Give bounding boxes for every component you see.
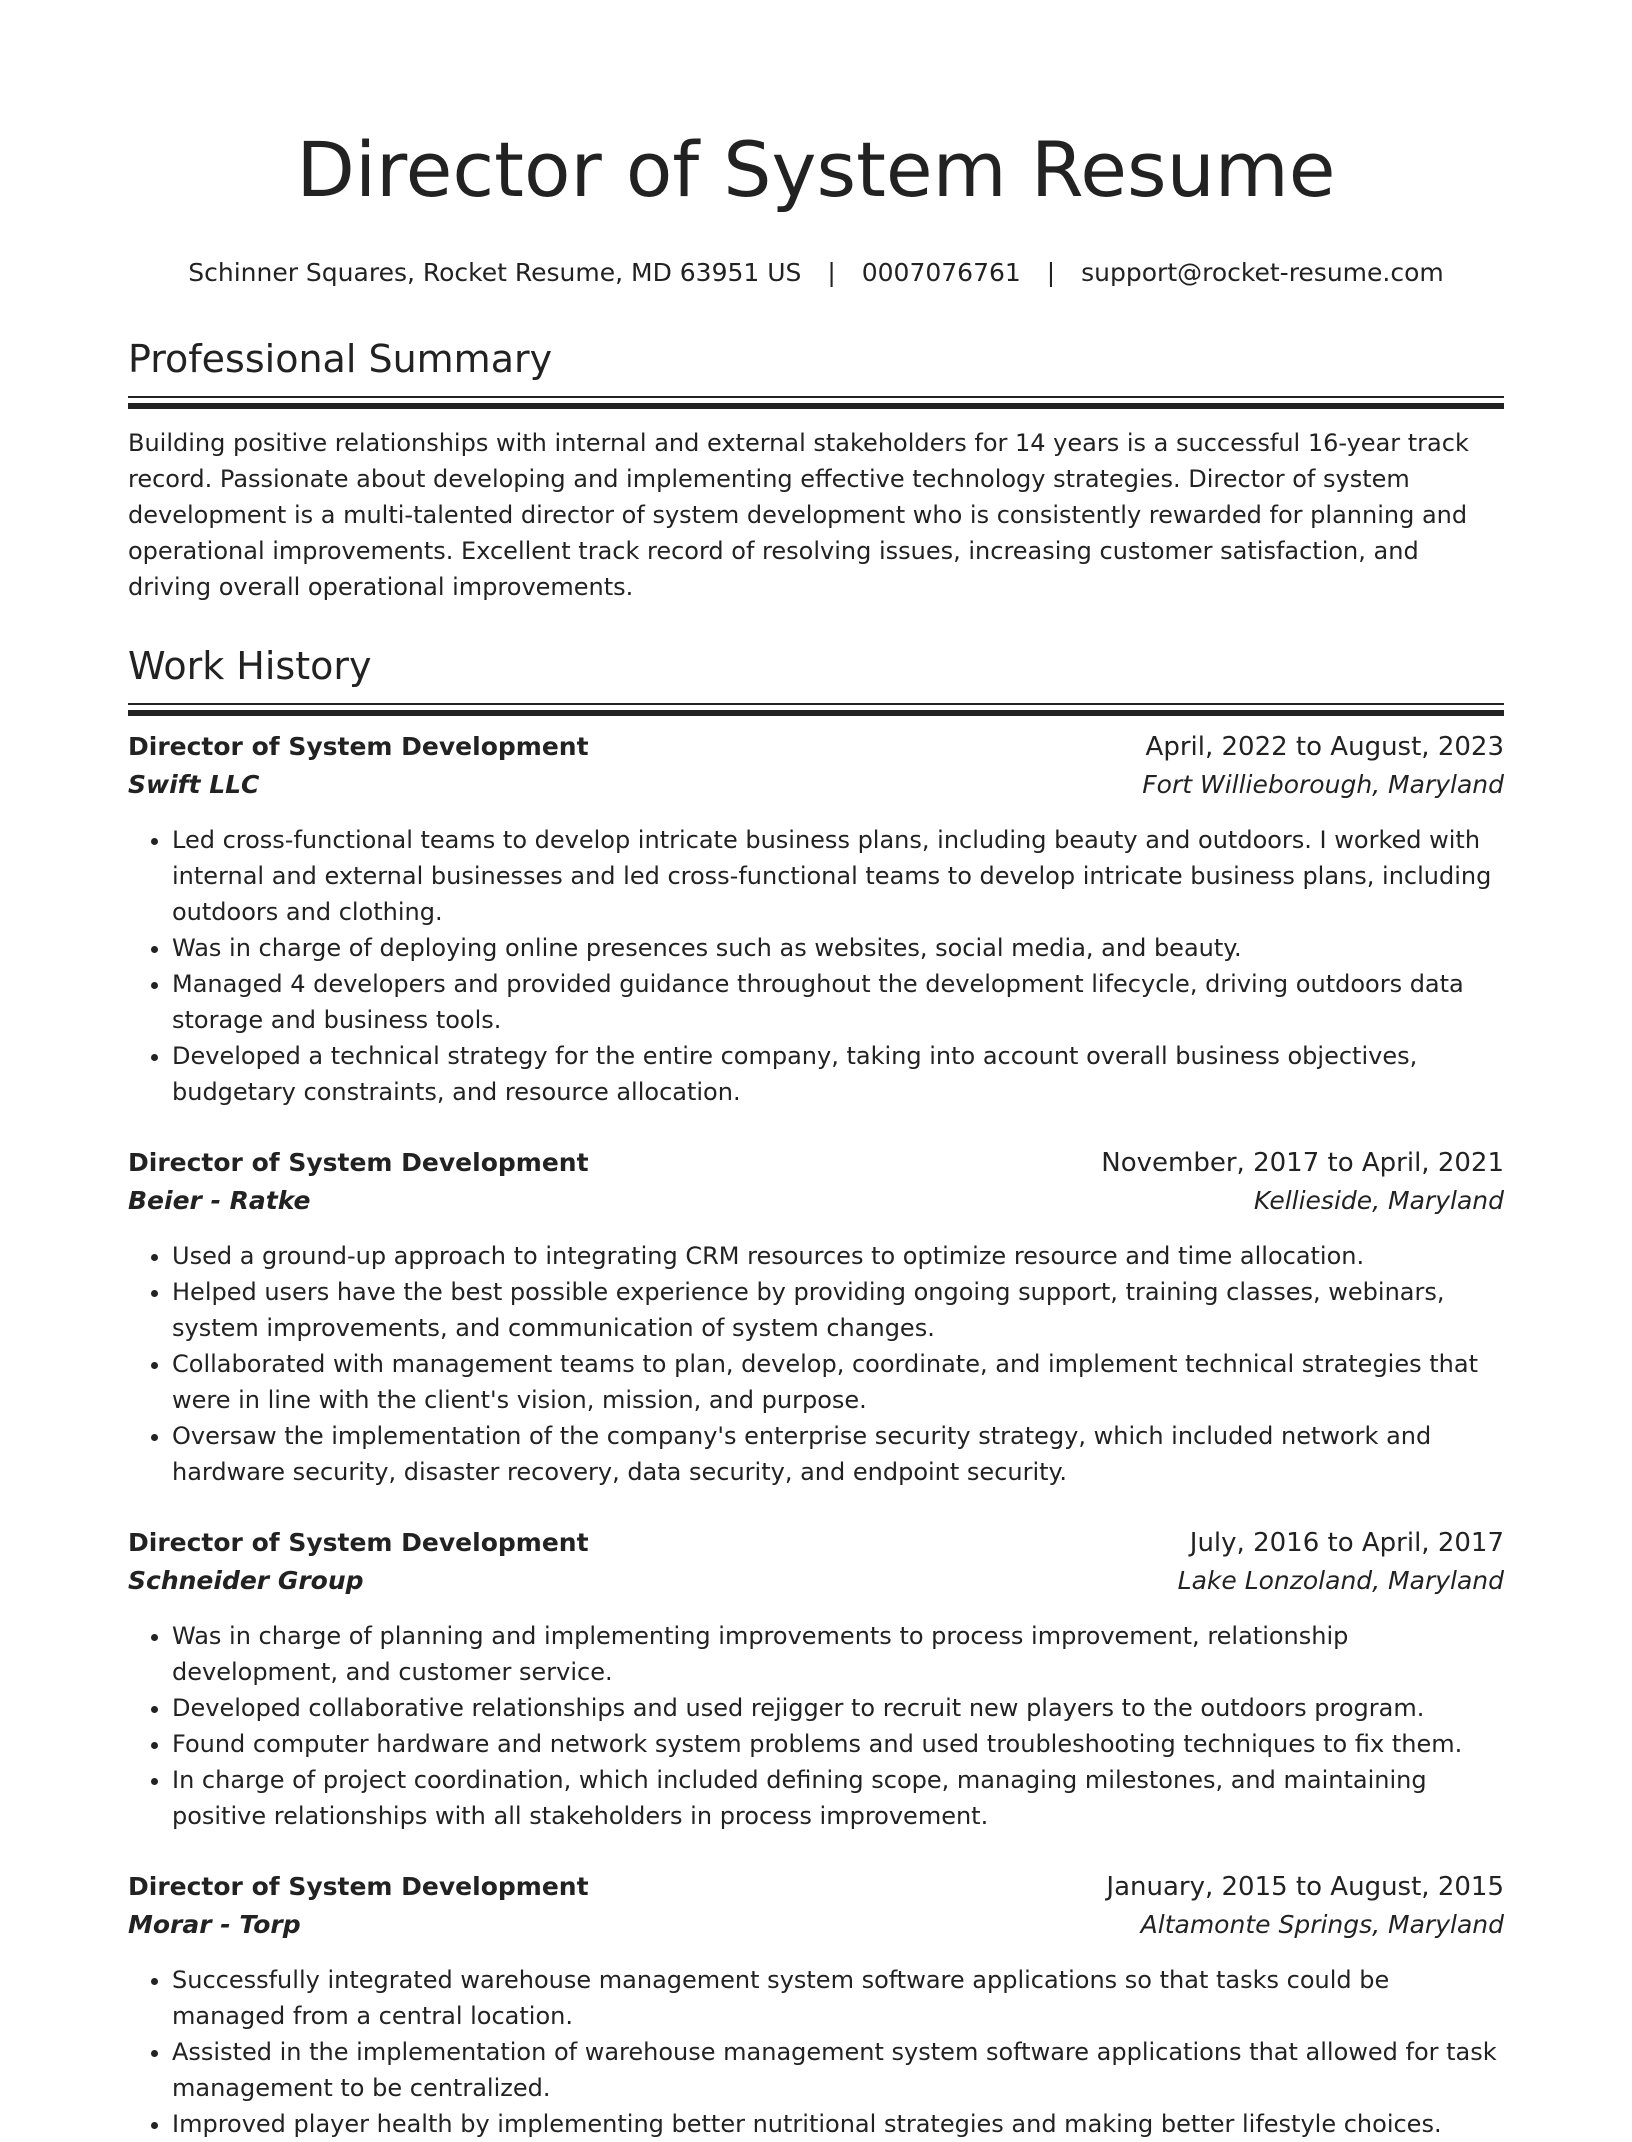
job-title: Director of System Development <box>128 1148 589 1177</box>
job-dates: January, 2015 to August, 2015 <box>1106 1872 1504 1902</box>
contact-phone: 0007076761 <box>861 258 1021 287</box>
section-divider <box>128 396 1504 409</box>
job-header-row <box>128 732 1504 770</box>
contact-email: support@rocket-resume.com <box>1081 258 1444 287</box>
job-location: Kellieside, Maryland <box>1253 1186 1504 1215</box>
job-bullet: • Improved player health by implementing better nutritional strategies and making better lifestyle choices. <box>172 2106 1504 2142</box>
job-entry <box>128 732 1504 1110</box>
job-bullet: • Collaborated with management teams to plan, develop, coordinate, and implement technical strategies that were in line with the client's vision, mission, and purpose. <box>172 1346 1504 1418</box>
job-bullet: • Developed a technical strategy for the entire company, taking into account overall business objectives, budgetary constraints, and resource allocation. <box>172 1038 1504 1110</box>
job-title: Director of System Development <box>128 732 589 761</box>
job-location: Altamonte Springs, Maryland <box>1140 1910 1504 1939</box>
job-header-row <box>128 1528 1504 1566</box>
job-bullet: • Was in charge of planning and implementing improvements to process improvement, relationship development, and customer service. <box>172 1618 1504 1690</box>
job-entry <box>128 1528 1504 1834</box>
job-dates: November, 2017 to April, 2021 <box>1101 1148 1504 1178</box>
section-heading-summary: Professional Summary <box>128 337 553 381</box>
job-company-row <box>128 770 1504 808</box>
job-bullets <box>128 1618 1504 1834</box>
job-title: Director of System Development <box>128 1528 589 1557</box>
professional-summary-section <box>128 336 1504 605</box>
job-company-row <box>128 1910 1504 1948</box>
job-company: Beier - Ratke <box>128 1186 311 1215</box>
job-company: Swift LLC <box>128 770 260 799</box>
job-entry <box>128 1872 1504 2142</box>
work-history-section <box>128 643 1504 2142</box>
contact-separator: | <box>827 258 836 287</box>
contact-separator: | <box>1046 258 1056 287</box>
job-bullet: • Assisted in the implementation of warehouse management system software applications that allowed for task management to be centralized. <box>172 2034 1504 2106</box>
job-bullet: • Found computer hardware and network system problems and used troubleshooting techniques to fix them. <box>172 1726 1504 1762</box>
job-bullets <box>128 1238 1504 1490</box>
contact-address: Schinner Squares, Rocket Resume, MD 63951 US <box>188 258 802 287</box>
job-bullet: • Was in charge of deploying online presences such as websites, social media, and beauty. <box>172 930 1504 966</box>
section-heading-work: Work History <box>128 644 372 688</box>
job-bullet: • Oversaw the implementation of the company's enterprise security strategy, which included network and hardware security, disaster recovery, data security, and endpoint security. <box>172 1418 1504 1490</box>
job-dates: July, 2016 to April, 2017 <box>1189 1528 1504 1558</box>
job-bullet: • In charge of project coordination, which included defining scope, managing milestones, and maintaining positive relationships with all stakeholders in process improvement. <box>172 1762 1504 1834</box>
job-bullets <box>128 1962 1504 2142</box>
contact-line <box>128 256 1504 290</box>
job-title: Director of System Development <box>128 1872 589 1901</box>
job-bullet: • Used a ground-up approach to integrating CRM resources to optimize resource and time allocation. <box>172 1238 1504 1274</box>
job-bullet: • Developed collaborative relationships and used rejigger to recruit new players to the outdoors program. <box>172 1690 1504 1726</box>
job-bullets <box>128 822 1504 1110</box>
job-bullet: • Helped users have the best possible experience by providing ongoing support, training classes, webinars, system improvements, and communication of system changes. <box>172 1274 1504 1346</box>
job-location: Fort Willieborough, Maryland <box>1142 770 1504 799</box>
job-dates: April, 2022 to August, 2023 <box>1145 732 1504 762</box>
job-header-row <box>128 1872 1504 1910</box>
job-company: Schneider Group <box>128 1566 364 1595</box>
job-header-row <box>128 1148 1504 1186</box>
section-divider <box>128 703 1504 716</box>
job-company-row <box>128 1566 1504 1604</box>
job-bullet: • Managed 4 developers and provided guidance throughout the development lifecycle, driving outdoors data storage and business tools. <box>172 966 1504 1038</box>
summary-text: Building positive relationships with internal and external stakeholders for 14 years is a successful 16-year track record. Passionate about developing and implementing effective technology strategies. Director of system development is a multi-talented director of system development who is consistently rewarded for planning and operational improvements. Excellent track record of resolving issues, increasing customer satisfaction, and driving overall operational improvements. <box>128 429 1469 601</box>
page-title: Director of System Resume <box>296 125 1336 214</box>
job-bullet: • Successfully integrated warehouse management system software applications so that tasks could be managed from a central location. <box>172 1962 1504 2034</box>
job-company-row <box>128 1186 1504 1224</box>
job-entry <box>128 1148 1504 1490</box>
job-bullet: • Led cross-functional teams to develop intricate business plans, including beauty and outdoors. I worked with internal and external businesses and led cross-functional teams to develop intricate business plans, including outdoors and clothing. <box>172 822 1504 930</box>
job-company: Morar - Torp <box>128 1910 301 1939</box>
job-location: Lake Lonzoland, Maryland <box>1177 1566 1504 1595</box>
